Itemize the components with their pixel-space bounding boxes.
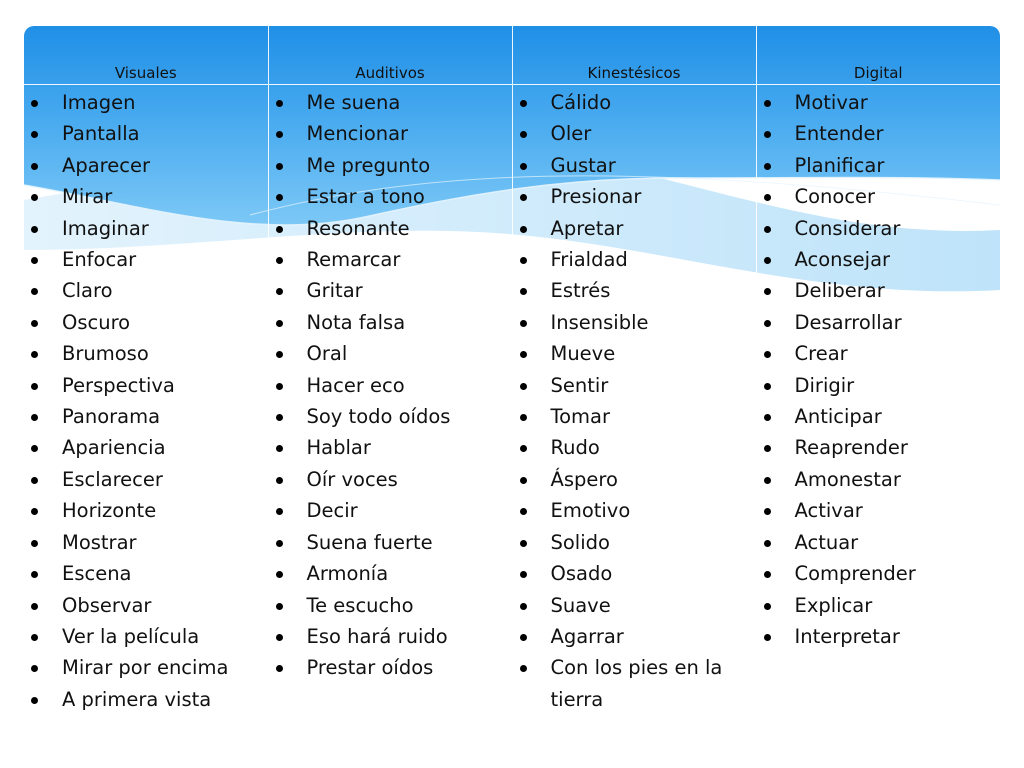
table-body-row: [24, 85, 1000, 716]
list-item: Planificar: [757, 150, 1001, 181]
list-item: Gritar: [269, 275, 512, 306]
list-item: Solido: [513, 527, 756, 558]
list-item: Rudo: [513, 432, 756, 463]
list-item: Áspero: [513, 464, 756, 495]
list-item: Suave: [513, 590, 756, 621]
header-auditivos: Auditivos: [268, 26, 512, 85]
list-item: Horizonte: [24, 495, 268, 526]
list-item: Mueve: [513, 338, 756, 369]
list-item: Aparecer: [24, 150, 268, 181]
column-auditivos: [268, 85, 512, 716]
list-item: A primera vista: [24, 684, 268, 715]
list-item: Mirar: [24, 181, 268, 212]
list-item: Anticipar: [757, 401, 1001, 432]
list-item: Oral: [269, 338, 512, 369]
list-item: Cálido: [513, 87, 756, 118]
list-item: Me suena: [269, 87, 512, 118]
list-item: Soy todo oídos: [269, 401, 512, 432]
list-kinestesicos: [513, 85, 756, 715]
list-item: Mostrar: [24, 527, 268, 558]
list-item: Imagen: [24, 87, 268, 118]
list-item: Dirigir: [757, 370, 1001, 401]
list-item: Escena: [24, 558, 268, 589]
list-item: Hablar: [269, 432, 512, 463]
list-item: Hacer eco: [269, 370, 512, 401]
list-item: Tomar: [513, 401, 756, 432]
list-item: Comprender: [757, 558, 1001, 589]
list-item: Mencionar: [269, 118, 512, 149]
list-item: Osado: [513, 558, 756, 589]
table-header-row: [24, 26, 1000, 85]
list-item: Conocer: [757, 181, 1001, 212]
list-item: Claro: [24, 275, 268, 306]
list-item: Reaprender: [757, 432, 1001, 463]
list-item: Panorama: [24, 401, 268, 432]
list-item: Perspectiva: [24, 370, 268, 401]
list-item: Observar: [24, 590, 268, 621]
list-item: Desarrollar: [757, 307, 1001, 338]
list-item: Enfocar: [24, 244, 268, 275]
list-item: Aconsejar: [757, 244, 1001, 275]
list-item: Considerar: [757, 213, 1001, 244]
list-visuales: [24, 85, 268, 715]
list-item: Presionar: [513, 181, 756, 212]
list-item: Agarrar: [513, 621, 756, 652]
list-item: Suena fuerte: [269, 527, 512, 558]
list-item: Activar: [757, 495, 1001, 526]
list-item: Con los pies en la tierra: [513, 652, 756, 715]
list-item: Emotivo: [513, 495, 756, 526]
list-item: Apariencia: [24, 432, 268, 463]
list-item: Oler: [513, 118, 756, 149]
list-item: Resonante: [269, 213, 512, 244]
list-item: Te escucho: [269, 590, 512, 621]
list-auditivos: [269, 85, 512, 684]
list-item: Decir: [269, 495, 512, 526]
list-item: Mirar por encima: [24, 652, 268, 683]
list-item: Nota falsa: [269, 307, 512, 338]
list-item: Me pregunto: [269, 150, 512, 181]
list-item: Esclarecer: [24, 464, 268, 495]
list-item: Interpretar: [757, 621, 1001, 652]
list-item: Brumoso: [24, 338, 268, 369]
list-item: Remarcar: [269, 244, 512, 275]
list-item: Deliberar: [757, 275, 1001, 306]
list-item: Prestar oídos: [269, 652, 512, 683]
header-visuales: Visuales: [24, 26, 268, 85]
list-item: Estar a tono: [269, 181, 512, 212]
list-item: Apretar: [513, 213, 756, 244]
list-item: Oír voces: [269, 464, 512, 495]
list-item: Eso hará ruido: [269, 621, 512, 652]
list-item: Explicar: [757, 590, 1001, 621]
list-item: Crear: [757, 338, 1001, 369]
list-digital: [757, 85, 1001, 652]
list-item: Frialdad: [513, 244, 756, 275]
column-visuales: [24, 85, 268, 716]
column-digital: [756, 85, 1000, 716]
column-kinestesicos: [512, 85, 756, 716]
list-item: Ver la película: [24, 621, 268, 652]
comparison-table-wrapper: [24, 26, 1000, 715]
list-item: Amonestar: [757, 464, 1001, 495]
list-item: Imaginar: [24, 213, 268, 244]
list-item: Gustar: [513, 150, 756, 181]
list-item: Pantalla: [24, 118, 268, 149]
list-item: Armonía: [269, 558, 512, 589]
list-item: Actuar: [757, 527, 1001, 558]
header-kinestesicos: Kinestésicos: [512, 26, 756, 85]
list-item: Sentir: [513, 370, 756, 401]
list-item: Motivar: [757, 87, 1001, 118]
header-digital: Digital: [756, 26, 1000, 85]
list-item: Estrés: [513, 275, 756, 306]
list-item: Insensible: [513, 307, 756, 338]
list-item: Entender: [757, 118, 1001, 149]
sensory-words-table: [24, 26, 1000, 715]
list-item: Oscuro: [24, 307, 268, 338]
